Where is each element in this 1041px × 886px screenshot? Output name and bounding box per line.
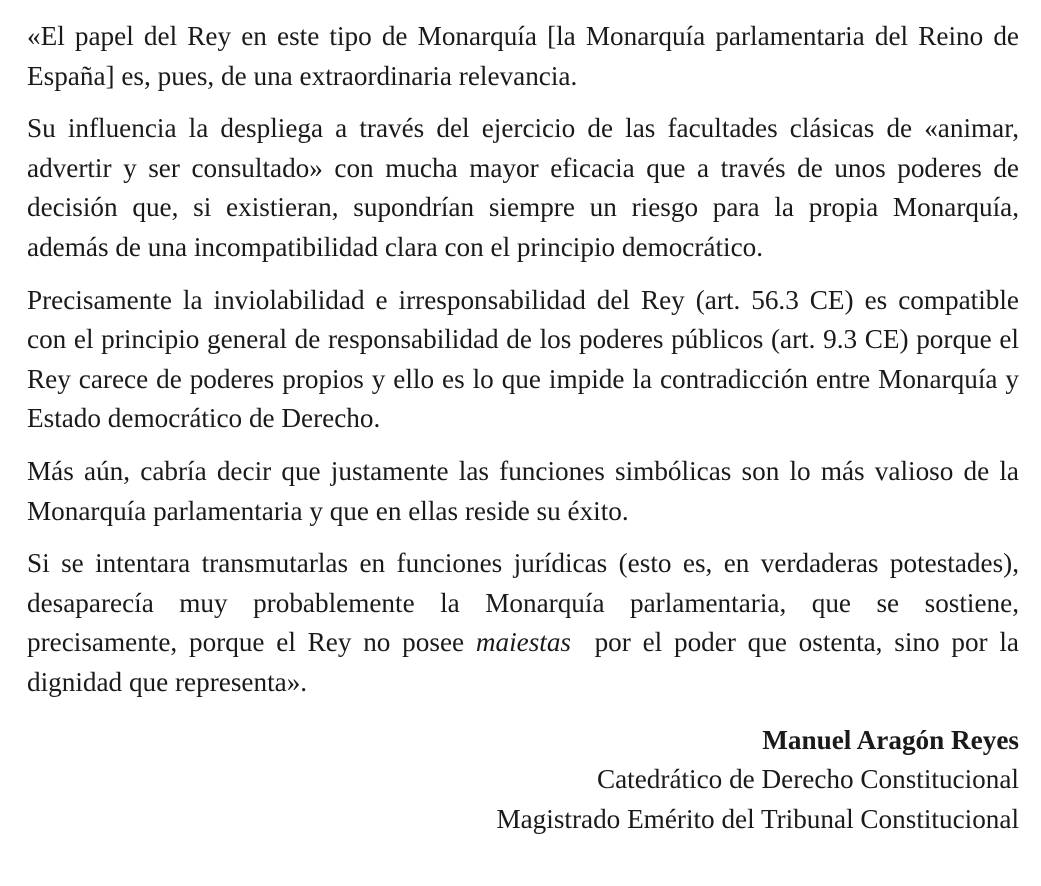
quote-paragraph-1: «El papel del Rey en este tipo de Monarquía [la Monarquía parlamentaria del Reino de España] es, pues, de una extraordinaria relevancia. <box>27 21 1019 91</box>
quote-paragraph-5 <box>27 544 1026 702</box>
signature-block <box>27 721 1019 840</box>
author-title-1: Catedrático de Derecho Constitucional <box>596 764 1019 795</box>
quote-paragraph-3: Precisamente la inviolabilidad e irresponsabilidad del Rey (art. 56.3 CE) es compatible con el principio general de responsabilidad de los poderes públicos (art. 9.3 CE) porque el Rey carece de poderes propios y ello es lo que impide la contradicción entre Monarquía y Estado democrático de Derecho. <box>27 284 1019 434</box>
quote-paragraph-5-end: por el poder que ostenta, sino por la dignidad que representa». <box>27 627 1026 697</box>
quote-paragraph-4: Más aún, cabría decir que justamente las funciones simbólicas son lo más valioso de la Monarquía parlamentaria y que en ellas reside su éxito. <box>27 455 1019 526</box>
author-name: Manuel Aragón Reyes <box>762 724 1019 755</box>
italic-term-maiestas: maiestas <box>475 627 572 658</box>
quote-paragraph-2: Su influencia la despliega a través del ejercicio de las facultades clásicas de «animar, advertir y ser consultado» con mucha mayor eficacia que a través de unos poderes de decisión que, si existieran, supondrían siempre un riesgo para la propia Monarquía, además de una incompatibilidad clara con el principio democrático. <box>27 113 1019 262</box>
author-title-2: Magistrado Emérito del Tribunal Constitucional <box>496 803 1019 834</box>
quote-paragraph-5-start: Si se intentara transmutarlas en funciones jurídicas (esto es, en verdaderas potestades), desaparecía muy probablemente la Monarquía parlamentaria, que se sostiene, precisamente, porque el Rey no posee <box>27 548 1019 658</box>
